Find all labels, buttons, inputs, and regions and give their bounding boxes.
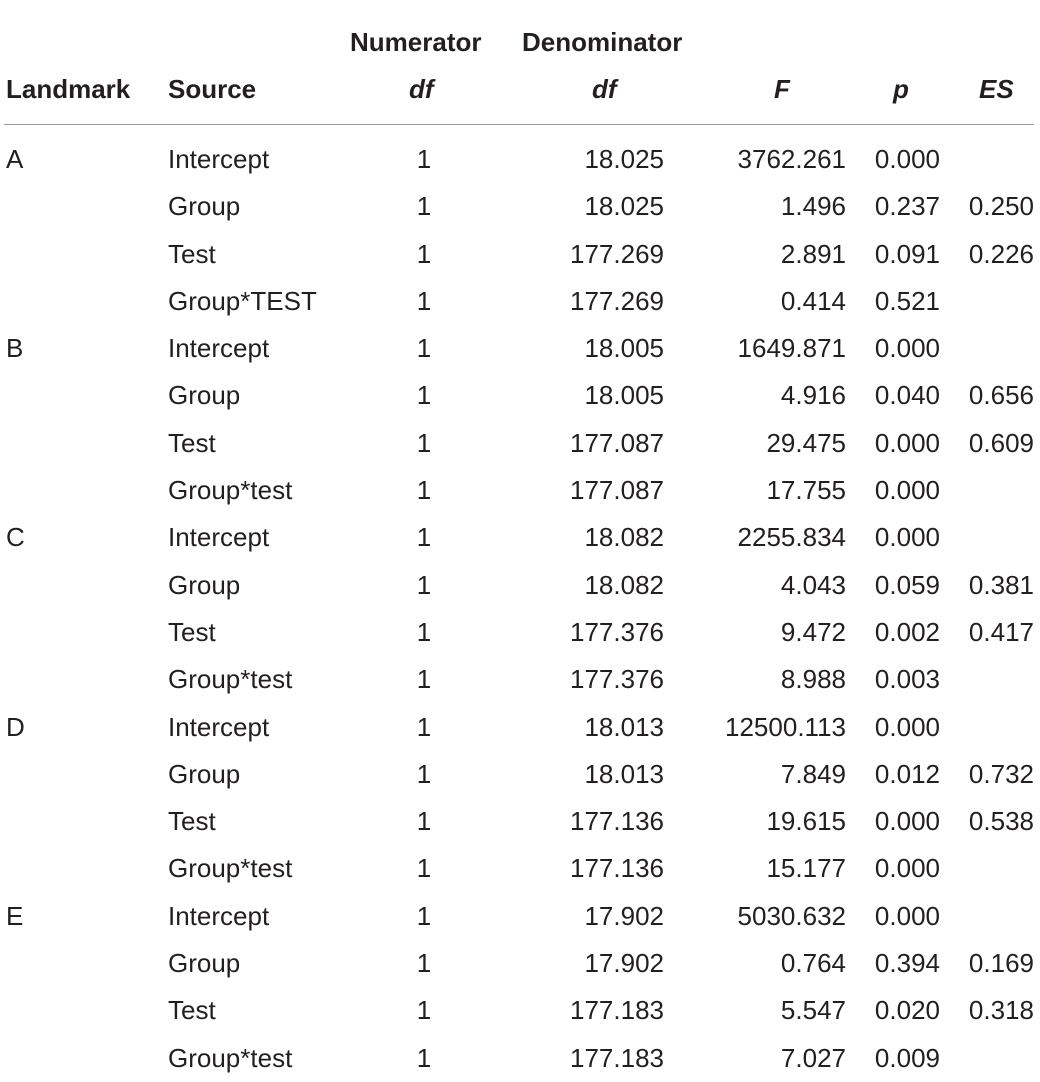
- table-body: [0, 136, 1040, 1082]
- denominator-df-cell: 177.087: [570, 475, 664, 506]
- p-value-cell: 0.040: [874, 380, 940, 411]
- numerator-df-cell: 1: [416, 144, 432, 174]
- denominator-df-cell: 18.082: [584, 522, 664, 553]
- f-value-cell: 2.891: [780, 238, 846, 269]
- landmark-cell: E: [6, 900, 24, 931]
- numerator-df-cell: 1: [416, 995, 432, 1026]
- source-cell: Intercept: [168, 900, 270, 931]
- table-row: [0, 372, 1040, 419]
- table-row: [0, 656, 1040, 703]
- header-denominator-df: df: [592, 74, 617, 104]
- numerator-df-cell: 1: [416, 238, 432, 269]
- numerator-df-cell: 1: [416, 427, 432, 458]
- f-value-cell: 1.496: [780, 191, 846, 222]
- landmark-cell: B: [6, 333, 24, 364]
- numerator-df-cell: 1: [416, 664, 432, 695]
- effect-size-cell: 0.656: [968, 380, 1034, 411]
- p-value-cell: 0.000: [874, 475, 940, 506]
- header-numerator-df: df: [409, 74, 434, 104]
- source-cell: Test: [168, 995, 216, 1026]
- landmark-cell: C: [6, 522, 25, 553]
- f-value-cell: 0.764: [780, 948, 846, 979]
- f-value-cell: 8.988: [780, 664, 846, 695]
- source-cell: Test: [168, 616, 216, 647]
- numerator-df-cell: 1: [416, 569, 432, 600]
- f-value-cell: 15.177: [766, 853, 846, 884]
- header-row-bottom: [0, 65, 1040, 113]
- numerator-df-cell: 1: [416, 806, 432, 837]
- f-value-cell: 5030.632: [737, 900, 846, 931]
- f-value-cell: 29.475: [766, 427, 846, 458]
- source-cell: Test: [168, 238, 216, 269]
- denominator-df-cell: 18.005: [584, 380, 664, 411]
- p-value-cell: 0.000: [874, 522, 940, 553]
- denominator-df-cell: 177.376: [570, 664, 664, 695]
- table-row: [0, 893, 1040, 940]
- effect-size-cell: 0.538: [968, 806, 1034, 837]
- numerator-df-cell: 1: [416, 380, 432, 411]
- source-cell: Intercept: [168, 522, 270, 553]
- effect-size-cell: 0.250: [968, 191, 1034, 222]
- numerator-df-cell: 1: [416, 853, 432, 884]
- effect-size-cell: 0.169: [968, 948, 1034, 979]
- source-cell: Group*test: [168, 664, 293, 695]
- numerator-df-cell: 1: [416, 758, 432, 789]
- table-row: [0, 609, 1040, 656]
- p-value-cell: 0.000: [874, 144, 940, 174]
- table-row: [0, 562, 1040, 609]
- denominator-df-cell: 18.013: [584, 758, 664, 789]
- numerator-df-cell: 1: [416, 333, 432, 364]
- denominator-df-cell: 177.376: [570, 616, 664, 647]
- effect-size-cell: 0.732: [968, 758, 1034, 789]
- p-value-cell: 0.000: [874, 853, 940, 884]
- numerator-df-cell: 1: [416, 191, 432, 222]
- f-value-cell: 9.472: [780, 616, 846, 647]
- numerator-df-cell: 1: [416, 616, 432, 647]
- p-value-cell: 0.002: [874, 616, 940, 647]
- source-cell: Intercept: [168, 144, 270, 174]
- source-cell: Group: [168, 569, 241, 600]
- numerator-df-cell: 1: [416, 285, 432, 316]
- denominator-df-cell: 17.902: [584, 948, 664, 979]
- f-value-cell: 12500.113: [725, 711, 846, 742]
- p-value-cell: 0.012: [874, 758, 940, 789]
- header-divider: [4, 124, 1034, 125]
- table-row: [0, 278, 1040, 325]
- source-cell: Group*test: [168, 853, 293, 884]
- denominator-df-cell: 177.183: [570, 1042, 664, 1073]
- numerator-df-cell: 1: [416, 948, 432, 979]
- denominator-df-cell: 18.082: [584, 569, 664, 600]
- f-value-cell: 5.547: [780, 995, 846, 1026]
- source-cell: Test: [168, 806, 216, 837]
- denominator-df-cell: 177.269: [570, 238, 664, 269]
- source-cell: Group*TEST: [168, 285, 317, 316]
- table-row: [0, 940, 1040, 987]
- table-row: [0, 420, 1040, 467]
- table-row: [0, 704, 1040, 751]
- p-value-cell: 0.237: [874, 191, 940, 222]
- source-cell: Group*test: [168, 1042, 293, 1073]
- header-denominator: Denominator: [522, 27, 683, 57]
- denominator-df-cell: 18.005: [584, 333, 664, 364]
- f-value-cell: 3762.261: [737, 144, 846, 174]
- denominator-df-cell: 18.025: [584, 191, 664, 222]
- effect-size-cell: 0.226: [968, 238, 1034, 269]
- f-value-cell: 0.414: [780, 285, 846, 316]
- source-cell: Group: [168, 758, 241, 789]
- p-value-cell: 0.003: [874, 664, 940, 695]
- denominator-df-cell: 18.013: [584, 711, 664, 742]
- table-row: [0, 845, 1040, 892]
- effect-size-cell: 0.381: [968, 569, 1034, 600]
- table-row: [0, 183, 1040, 230]
- denominator-df-cell: 177.136: [570, 806, 664, 837]
- table-row: [0, 1035, 1040, 1082]
- source-cell: Group: [168, 380, 241, 411]
- denominator-df-cell: 18.025: [584, 144, 664, 174]
- p-value-cell: 0.521: [874, 285, 940, 316]
- f-value-cell: 4.916: [780, 380, 846, 411]
- denominator-df-cell: 177.136: [570, 853, 664, 884]
- source-cell: Group*test: [168, 475, 293, 506]
- header-landmark: Landmark: [6, 74, 131, 104]
- denominator-df-cell: 17.902: [584, 900, 664, 931]
- table-row: [0, 751, 1040, 798]
- table-row: [0, 514, 1040, 561]
- f-value-cell: 17.755: [766, 475, 846, 506]
- denominator-df-cell: 177.087: [570, 427, 664, 458]
- p-value-cell: 0.059: [874, 569, 940, 600]
- effect-size-cell: 0.318: [968, 995, 1034, 1026]
- landmark-cell: A: [6, 144, 24, 174]
- numerator-df-cell: 1: [416, 711, 432, 742]
- landmark-cell: D: [6, 711, 25, 742]
- table-row: [0, 325, 1040, 372]
- p-value-cell: 0.000: [874, 333, 940, 364]
- f-value-cell: 7.027: [780, 1042, 846, 1073]
- header-numerator: Numerator: [350, 27, 482, 57]
- p-value-cell: 0.000: [874, 806, 940, 837]
- table-row: [0, 467, 1040, 514]
- table-row: [0, 798, 1040, 845]
- source-cell: Intercept: [168, 711, 270, 742]
- p-value-cell: 0.000: [874, 900, 940, 931]
- header-f: F: [774, 74, 790, 104]
- source-cell: Test: [168, 427, 216, 458]
- denominator-df-cell: 177.183: [570, 995, 664, 1026]
- source-cell: Group: [168, 191, 241, 222]
- numerator-df-cell: 1: [416, 900, 432, 931]
- f-value-cell: 1649.871: [737, 333, 846, 364]
- effect-size-cell: 0.609: [968, 427, 1034, 458]
- table-row: [0, 231, 1040, 278]
- f-value-cell: 2255.834: [737, 522, 846, 553]
- numerator-df-cell: 1: [416, 522, 432, 553]
- p-value-cell: 0.000: [874, 711, 940, 742]
- table-row: [0, 136, 1040, 183]
- source-cell: Group: [168, 948, 241, 979]
- f-value-cell: 7.849: [780, 758, 846, 789]
- source-cell: Intercept: [168, 333, 270, 364]
- header-es: ES: [979, 74, 1014, 104]
- numerator-df-cell: 1: [416, 475, 432, 506]
- p-value-cell: 0.394: [874, 948, 940, 979]
- effect-size-cell: 0.417: [968, 616, 1034, 647]
- p-value-cell: 0.020: [874, 995, 940, 1026]
- p-value-cell: 0.000: [874, 427, 940, 458]
- header-row-top: [0, 18, 1040, 66]
- denominator-df-cell: 177.269: [570, 285, 664, 316]
- table-row: [0, 987, 1040, 1034]
- p-value-cell: 0.091: [874, 238, 940, 269]
- header-source: Source: [168, 74, 257, 104]
- f-value-cell: 4.043: [780, 569, 846, 600]
- numerator-df-cell: 1: [416, 1042, 432, 1073]
- f-value-cell: 19.615: [766, 806, 846, 837]
- header-p: p: [893, 74, 909, 104]
- p-value-cell: 0.009: [874, 1042, 940, 1073]
